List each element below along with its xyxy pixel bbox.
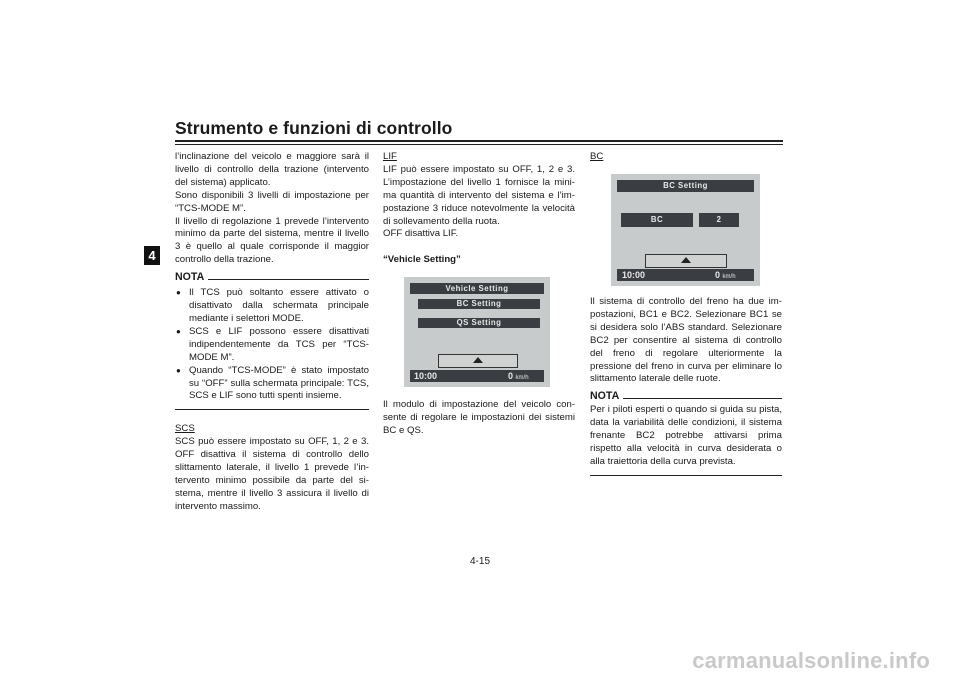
- speed-readout: [508, 371, 529, 381]
- list-item: ● Quando “TCS-MODE” è stato impostato su “OFF” sulla schermata principale: TCS, SCS e LIF sono tutti spenti insieme.: [175, 365, 369, 404]
- up-arrow-icon: [473, 357, 483, 363]
- nota-rule: [208, 279, 369, 280]
- chapter-tab: 4: [144, 246, 160, 265]
- clock: 10:00: [414, 371, 438, 381]
- bc-heading: BC: [590, 151, 604, 162]
- paragraph: Il modulo di impostazione del veicolo consente di regolare le impostazioni dei sistemi BC e QS.: [383, 399, 575, 436]
- title-rule: [175, 140, 783, 142]
- page-number: 4-15: [469, 556, 490, 567]
- paragraph: OFF disattiva LIF.: [383, 228, 459, 240]
- nota-rule: [623, 398, 782, 399]
- column-3-heading: [590, 151, 782, 164]
- scroll-up-button[interactable]: [438, 354, 518, 368]
- page-title: Strumento e funzioni di controllo: [175, 118, 453, 138]
- nota-heading: [590, 389, 782, 404]
- speed-readout: [715, 270, 736, 280]
- bc-value[interactable]: 2: [699, 213, 739, 227]
- paragraph: Il livello di regolazione 1 prevede l’intervento minimo da parte del sistema, mentre il livello 3 è quello al quale corrisponde il maggior controllo della trazione.: [175, 215, 369, 266]
- nota-label: NOTA: [590, 390, 620, 403]
- nota-end-rule: [590, 475, 782, 476]
- list-item: ● SCS e LIF possono essere disattivati indipendentemente da TCS per “TCS-MODE M”.: [175, 326, 369, 365]
- nota-label: NOTA: [175, 271, 205, 284]
- up-arrow-icon: [681, 257, 691, 263]
- screen-header: Vehicle Setting: [410, 283, 544, 294]
- column-1: [175, 151, 369, 514]
- clock: 10:00: [622, 270, 646, 280]
- watermark: carmanualsonline.info: [692, 648, 930, 673]
- scroll-up-button[interactable]: [645, 254, 727, 268]
- lif-heading: LIF: [383, 151, 397, 162]
- menu-item-bc-setting[interactable]: BC Setting: [418, 299, 540, 309]
- paragraph: Sono disponibili 3 livelli di impostazione per “TCS-MODE M”.: [175, 189, 369, 214]
- nota-heading: [175, 270, 369, 285]
- paragraph: LIF può essere impostato su OFF, 1, 2 e 3. L’impostazione del livello 1 fornisce la minima quantità di intervento del sistema e l’impostazione 3 riduce notevolmente la velocità di sollevamento della ruota.: [383, 163, 575, 227]
- screen-header: BC Setting: [617, 180, 754, 192]
- column-2: [383, 151, 575, 267]
- speed-unit: km/h: [515, 375, 529, 381]
- speed-unit: km/h: [722, 274, 736, 280]
- vehicle-setting-text: [383, 399, 575, 438]
- title-rule-thin: [175, 144, 783, 145]
- paragraph: l’inclinazione del veicolo e maggiore sarà il livello di controllo della trazione (intervento del sistema) applicato.: [175, 151, 369, 188]
- scs-heading: SCS: [175, 423, 195, 435]
- speed-value: 0: [508, 371, 514, 381]
- nota-list: [175, 287, 369, 403]
- list-item: ● Il TCS può soltanto essere attivato o disattivato dalla schermata principale mediante i selettori MODE.: [175, 287, 369, 326]
- bc-label: BC: [621, 213, 693, 227]
- paragraph: Per i piloti esperti o quando si guida su pista, data la variabilità delle condizioni, il sistema frenante BC2 potrebbe attivarsi prima rispetto alla velocità in curva desiderata o alla traiettoria della curva prevista.: [590, 404, 782, 467]
- bc-setting-screen: [611, 174, 760, 286]
- paragraph: SCS può essere impostato su OFF, 1, 2 e 3. OFF disattiva il sistema di controllo dello slittamento laterale, il livello 1 prevede l’intervento minimo possibile da parte del sistema, mentre il livello 3 assicura il livello di intervento massimo.: [175, 436, 369, 512]
- menu-item-qs-setting[interactable]: QS Setting: [418, 318, 540, 328]
- column-3: [590, 296, 782, 476]
- paragraph: Il sistema di controllo del freno ha due impostazioni, BC1 e BC2. Selezionare BC1 se si desidera solo l’ABS standard. Selezionare BC2 per consentire al sistema di controllo del freno di regolare ulteriormente la pressione del freno in curva per eliminare lo slittamento laterale delle ruote.: [590, 296, 782, 385]
- vehicle-setting-screen: [404, 277, 550, 387]
- speed-value: 0: [715, 270, 721, 280]
- vehicle-setting-heading: “Vehicle Setting”: [383, 254, 461, 266]
